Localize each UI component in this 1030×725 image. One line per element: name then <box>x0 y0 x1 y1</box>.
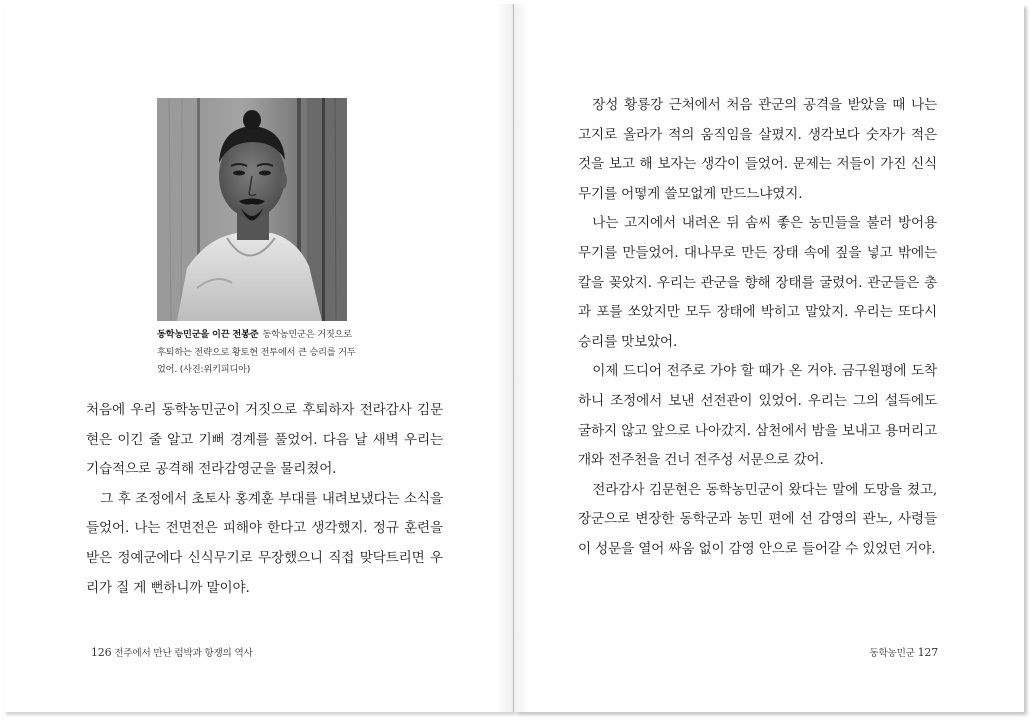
right-paragraph-1: 장성 황룡강 근처에서 처음 관군의 공격을 받았을 때 나는 고지로 올라가 적의 움직임을 살폈지. 생각보다 숫자가 적은 것을 보고 해 보자는 생각이 들었어. 문제는 저들이 가진 신식무기를 어떻게 쓸모없게 만드느냐였지. <box>578 97 937 202</box>
portrait-photo <box>157 98 347 321</box>
right-folio <box>869 645 938 659</box>
right-paragraph-3: 이제 드디어 전주로 가야 할 때가 온 거야. 금구원평에 도착하니 조정에서 보낸 선전관이 있었어. 우리는 그의 설득에도 굴하지 않고 앞으로 나아갔지. 삼천에서 밤을 보내고 용머리고개와 전주천을 건너 전주성 서문으로 갔어. <box>578 363 937 469</box>
right-page-number: 127 <box>917 646 938 659</box>
caption-title: 동학농민군을 이끈 전봉준 <box>157 329 259 340</box>
left-folio <box>91 645 253 659</box>
left-running-title: 전주에서 만난 럼박과 항쟁의 역사 <box>114 648 253 659</box>
left-paragraph-1: 처음에 우리 동학농민군이 거짓으로 후퇴하자 전라감사 김문현은 이긴 줄 알고 기뻐 경계를 풀었어. 다음 날 새벽 우리는 기습적으로 공격해 전라감영군을 물리쳤어. <box>86 402 443 478</box>
right-paragraph-2: 나는 고지에서 내려온 뒤 솜씨 좋은 농민들을 불러 방어용 무기를 만들었어. 대나무로 만든 장태 속에 짚을 넣고 밖에는 칼을 꽂았지. 우리는 관군을 향해 장태를 굴렸어. 관군들은 총과 포를 쏘았지만 모두 장태에 박히고 말았지. 우리는 또다시 승리를 맛보았어. <box>578 215 937 350</box>
right-paragraph-4: 전라감사 김문현은 동학농민군이 왔다는 말에 도망을 쳤고, 장군으로 변장한 동학군과 농민 편에 선 감영의 관노, 사령들이 성문을 열어 싸움 없이 감영 안으로 들어갈 수 있었던 거야. <box>578 481 937 557</box>
left-paragraph-2: 그 후 조정에서 초토사 홍계훈 부대를 내려보냈다는 소식을 들었어. 나는 전면전은 피해야 한다고 생각했지. 정규 훈련을 받은 정예군에다 신식무기로 무장했으니 직접 맞닥트리면 우리가 질 게 뻔하니까 말이야. <box>86 490 443 596</box>
caption-text: 동학농민군은 거짓으로 후퇴하는 전략으로 황토현 전투에서 큰 승리를 거두었어. (사진:위키피디아) <box>157 329 356 375</box>
left-page-number: 126 <box>91 646 112 659</box>
photo-caption <box>157 326 357 379</box>
portrait-illustration <box>157 98 347 321</box>
right-running-title: 동학농민군 <box>869 648 915 659</box>
left-body-text <box>86 396 443 603</box>
right-body-text <box>578 91 937 565</box>
